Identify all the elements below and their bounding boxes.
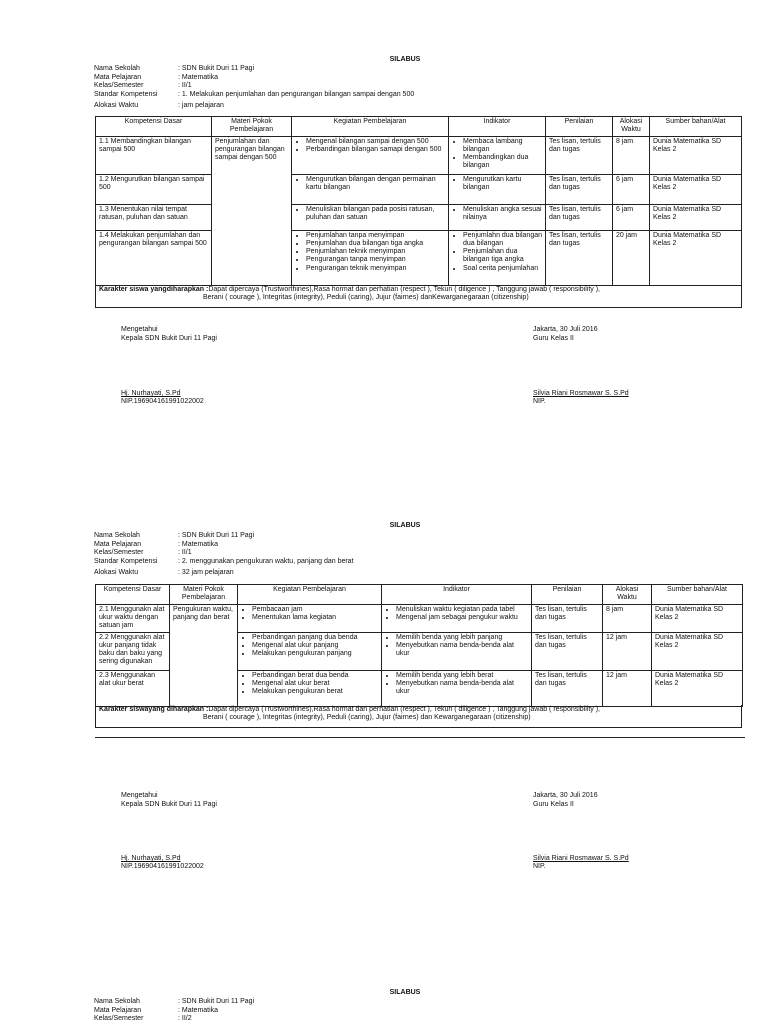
header-cell: Alokasi Waktu: [613, 117, 650, 137]
penilaian-cell: Tes lisan, tertulis dan tugas: [532, 632, 603, 670]
list-item: • Membaca lambang bilangan: [463, 138, 542, 155]
kepala-nip: NIP.196904161991022002: [121, 863, 204, 870]
list-item: • Menuliskan bilangan pada posisi ratusan, puluhan dan satuan: [306, 206, 445, 223]
meta-row: Standar Kompetensi : 2. menggunakan pengukuran waktu, panjang dan berat: [94, 557, 354, 565]
kompetensi-cell: 2.1 Menggunakn alat ukur waktu dengan satuan jam: [96, 604, 170, 632]
silabus-table: [95, 116, 742, 286]
sumber-cell: Dunia Matematika SD Kelas 2: [650, 136, 742, 174]
meta-row: Mata Pelajaran : Matematika: [94, 73, 219, 81]
kegiatan-cell: [292, 174, 449, 204]
meta-row: Kelas/Semester : II/1: [94, 82, 192, 90]
sheet-meta: [94, 65, 414, 111]
list-item: • Mengurutkan kartu bilangan: [463, 176, 542, 193]
indikator-cell: [449, 230, 546, 285]
header-cell: Materi Pokok Pembelajaran: [170, 585, 238, 605]
kepala-nama: Hj. Nurhayati, S.Pd: [121, 855, 181, 862]
tanggal-label: Jakarta, 30 Juli 2016: [533, 326, 598, 333]
sumber-cell: Dunia Matematika SD Kelas 2: [650, 230, 742, 285]
list-item: • Penjumlahan teknik menyimpan: [306, 248, 445, 256]
kegiatan-cell: [292, 230, 449, 285]
sheet-meta: [94, 532, 354, 578]
list-item: • Menuliskan angka sesuai nilainya: [463, 206, 542, 223]
sumber-cell: Dunia Matematika SD Kelas 2: [650, 204, 742, 230]
sheet-meta: [94, 998, 254, 1024]
indikator-cell: [382, 632, 532, 670]
indikator-cell: [449, 174, 546, 204]
karakter-text: Dapat dipercaya (Trustworthines),Rasa hormat dan perhatian (respect ), Tekun ( diligence ) , Tanggung jawab ( responsibility ),: [208, 286, 601, 293]
penilaian-cell: Tes lisan, tertulis dan tugas: [532, 670, 603, 706]
kegiatan-cell: [238, 604, 382, 632]
kompetensi-cell: 1.4 Melakukan penjumlahan dan pengurangan bilangan sampai 500: [96, 230, 212, 285]
list-item: • Perbandingan panjang dua benda: [252, 634, 378, 642]
list-item: • Mengurutkan bilangan dengan permainan kartu bilangan: [306, 176, 445, 193]
list-item: • Memilih benda yang lebih berat: [396, 672, 528, 680]
list-item: • Memilih benda yang lebih panjang: [396, 634, 528, 642]
mengetahui-label: Mengetahui: [121, 326, 158, 333]
sheet-title: SILABUS: [389, 56, 421, 63]
penilaian-cell: Tes lisan, tertulis dan tugas: [532, 604, 603, 632]
tanggal-label: Jakarta, 30 Juli 2016: [533, 792, 598, 799]
meta-row: Alokasi Waktu : jam pelajaran: [94, 102, 224, 110]
kepala-label: Kepala SDN Bukit Duri 11 Pagi: [121, 335, 217, 342]
header-cell: Penilaian: [546, 117, 613, 137]
header-cell: Sumber bahan/Alat: [650, 117, 742, 137]
guru-nip: NIP.: [533, 863, 546, 870]
list-item: • Penjumlahn dua bilangan dua bilangan: [463, 232, 542, 249]
list-item: • Soal cerita penjumlahan: [463, 265, 542, 273]
indikator-cell: [382, 670, 532, 706]
table-header-row: [96, 585, 743, 605]
kepala-nip: NIP.196904161991022002: [121, 398, 204, 405]
meta-row: Nama Sekolah : SDN Bukit Duri 11 Pagi: [94, 65, 255, 72]
list-item: • Penjumlahan dua bilangan tiga angka: [463, 248, 542, 265]
kegiatan-cell: [292, 136, 449, 174]
table-row: [96, 174, 742, 204]
karakter-text: Berani ( courage ), Integritas (integrity), Peduli (caring), Jujur (fairnes) danKewarganegaraan (citizenship): [203, 294, 529, 302]
list-item: • Menyebutkan nama benda-benda alat ukur: [396, 680, 528, 697]
alokasi-cell: 6 jam: [613, 204, 650, 230]
kegiatan-cell: [292, 204, 449, 230]
alokasi-cell: 8 jam: [613, 136, 650, 174]
kompetensi-cell: 1.2 Mengurutkan bilangan sampai 500: [96, 174, 212, 204]
list-item: • Mengenal jam sebagai pengukur waktu: [396, 614, 528, 622]
karakter-label: Karakter siswayang diharapkan :: [99, 706, 209, 713]
penilaian-cell: Tes lisan, tertulis dan tugas: [546, 230, 613, 285]
karakter-box: [95, 285, 742, 308]
mengetahui-label: Mengetahui: [121, 792, 158, 799]
list-item: • Membandingkan dua bilangan: [463, 154, 542, 171]
penilaian-cell: Tes lisan, tertulis dan tugas: [546, 136, 613, 174]
guru-label: Guru Kelas II: [533, 335, 574, 342]
meta-row: Kelas/Semester : II/1: [94, 549, 192, 557]
header-cell: Alokasi Waktu: [603, 585, 652, 605]
list-item: • Perbandingan bilangan samapi dengan 500: [306, 146, 445, 154]
list-item: • Perbandingan berat dua benda: [252, 672, 378, 680]
alokasi-cell: 12 jam: [603, 632, 652, 670]
karakter-box: [95, 705, 742, 728]
table-row: [96, 604, 743, 632]
silabus-table: [95, 584, 743, 707]
indikator-cell: [449, 136, 546, 174]
list-item: • Mengenal alat ukur berat: [252, 680, 378, 688]
sumber-cell: Dunia Matematika SD Kelas 2: [652, 632, 743, 670]
sheet-title: SILABUS: [389, 522, 421, 529]
karakter-text: Berani ( courage ), Integritas (integrity), Peduli (caring), Jujur (fairnes) dan Kewarganegaraan (citizenship): [203, 714, 531, 722]
karakter-text: Dapat dipercaya (Trustworthines),Rasa hormat dan perhatian (respect ), Tekun ( diligence ) , Tanggung jawab ( responsibility ),: [208, 706, 601, 713]
header-cell: Sumber bahan/Alat: [652, 585, 743, 605]
kompetensi-cell: 2.2 Menggunakn alat ukur panjang tidak baku dan baku yang sering digunakan: [96, 632, 170, 670]
list-item: • Pengurangan tanpa menyimpan: [306, 256, 445, 264]
meta-row: Standar Kompetensi : 1. Melakukan penjumlahan dan pengurangan bilangan sampai dengan 500: [94, 90, 415, 98]
header-cell: Kompetensi Dasar: [96, 585, 170, 605]
kegiatan-cell: [238, 670, 382, 706]
kompetensi-cell: 2.3 Menggunakan alat ukur berat: [96, 670, 170, 706]
alokasi-cell: 6 jam: [613, 174, 650, 204]
kegiatan-cell: [238, 632, 382, 670]
guru-nama: Silvia Riani Rosmawar S. S.Pd: [533, 390, 629, 397]
list-item: • Menuliskan waktu kegiatan pada tabel: [396, 606, 528, 614]
list-item: • Menyebutkan nama benda-benda alat ukur: [396, 642, 528, 659]
meta-row: Alokasi Waktu : 32 jam pelajaran: [94, 569, 234, 577]
kepala-label: Kepala SDN Bukit Duri 11 Pagi: [121, 801, 217, 808]
list-item: • Melakukan pengukuran panjang: [252, 650, 378, 658]
sumber-cell: Dunia Matematika SD Kelas 2: [650, 174, 742, 204]
header-cell: Kompetensi Dasar: [96, 117, 212, 137]
guru-nip: NIP.: [533, 398, 546, 405]
materi-cell: Penjumlahan dan pengurangan bilangan sampai dengan 500: [212, 136, 292, 285]
indikator-cell: [449, 204, 546, 230]
list-item: • Mengenal alat ukur panjang: [252, 642, 378, 650]
alokasi-cell: 8 jam: [603, 604, 652, 632]
header-cell: Kegiatan Pembelajaran: [238, 585, 382, 605]
materi-cell: Pengukuran waktu, panjang dan berat: [170, 604, 238, 706]
sumber-cell: Dunia Matematika SD Kelas 2: [652, 670, 743, 706]
header-cell: Materi Pokok Pembelajaran: [212, 117, 292, 137]
list-item: • Pengurangan teknik menyimpan: [306, 265, 445, 273]
meta-row: Nama Sekolah : SDN Bukit Duri 11 Pagi: [94, 532, 255, 539]
header-cell: Penilaian: [532, 585, 603, 605]
table-header-row: [96, 117, 742, 137]
table-row: [96, 204, 742, 230]
alokasi-cell: 12 jam: [603, 670, 652, 706]
meta-row: Mata Pelajaran : Matematika: [94, 1006, 219, 1014]
meta-row: Kelas/Semester : II/2: [94, 1015, 192, 1023]
list-item: • Menentukan lama kegiatan: [252, 614, 378, 622]
list-item: • Mengenal bilangan sampai dengan 500: [306, 138, 445, 146]
list-item: • Penjumlahan tanpa menyimpan: [306, 232, 445, 240]
list-item: • Pembacaan jam: [252, 606, 378, 614]
table-row: [96, 230, 742, 285]
list-item: • Penjumlahan dua bilangan tiga angka: [306, 240, 445, 248]
karakter-label: Karakter siswa yangdiharapkan :: [99, 286, 209, 293]
guru-nama: Silvia Riani Rosmawar S. S.Pd: [533, 855, 629, 862]
divider: [95, 737, 745, 738]
penilaian-cell: Tes lisan, tertulis dan tugas: [546, 204, 613, 230]
kepala-nama: Hj. Nurhayati, S.Pd: [121, 390, 181, 397]
alokasi-cell: 20 jam: [613, 230, 650, 285]
kompetensi-cell: 1.1 Membandingkan bilangan sampai 500: [96, 136, 212, 174]
kompetensi-cell: 1.3 Menentukan nilai tempat ratusan, puluhan dan satuan: [96, 204, 212, 230]
header-cell: Indikator: [382, 585, 532, 605]
list-item: • Melakukan pengukuran berat: [252, 688, 378, 696]
table-row: [96, 136, 742, 174]
sumber-cell: Dunia Matematika SD Kelas 2: [652, 604, 743, 632]
meta-row: Mata Pelajaran : Matematika: [94, 540, 219, 548]
header-cell: Indikator: [449, 117, 546, 137]
meta-row: Nama Sekolah : SDN Bukit Duri 11 Pagi: [94, 998, 255, 1005]
guru-label: Guru Kelas II: [533, 801, 574, 808]
sheet-title: SILABUS: [389, 989, 421, 996]
penilaian-cell: Tes lisan, tertulis dan tugas: [546, 174, 613, 204]
header-cell: Kegiatan Pembelajaran: [292, 117, 449, 137]
indikator-cell: [382, 604, 532, 632]
